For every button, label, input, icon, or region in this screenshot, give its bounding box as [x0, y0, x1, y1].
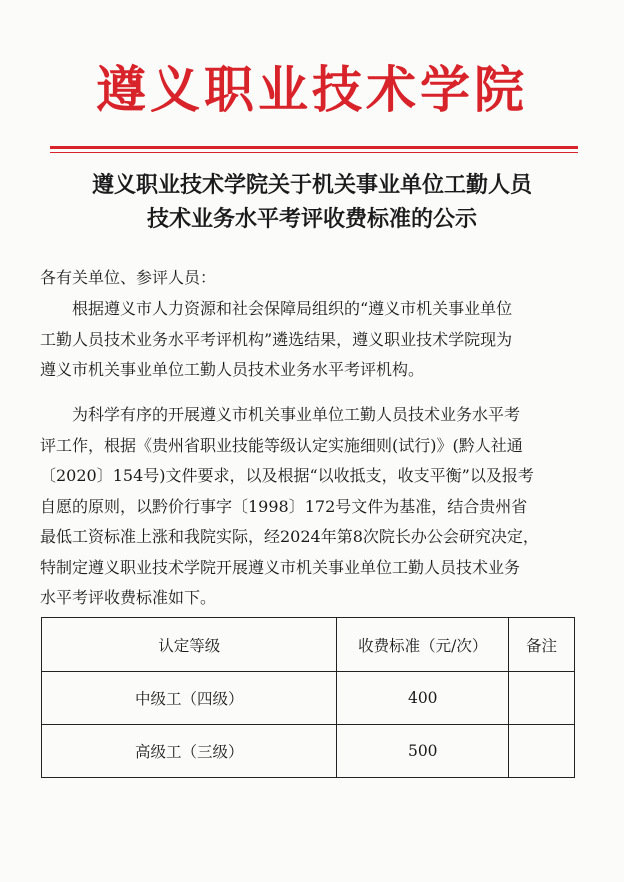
paragraph-2-line: 特制定遵义职业技术学院开展遵义市机关事业单位工勤人员技术业务 — [40, 557, 521, 577]
cell-note — [509, 725, 575, 778]
paragraph-2-line: 〔2020〕154号)文件要求，以及根据“以收抵支，收支平衡”以及报考 — [40, 466, 534, 485]
paragraph-1-line: 工勤人员技术业务水平考评机构”遴选结果，遵义职业技术学院现为 — [40, 329, 513, 349]
header-note: 备注 — [509, 618, 575, 672]
table-row — [42, 725, 575, 778]
cell-note — [509, 672, 575, 725]
paragraph-1-line: 遵义市机关事业单位工勤人员技术业务水平考评机构。 — [40, 360, 425, 379]
table-row — [42, 672, 575, 725]
cell-level: 高级工（三级） — [42, 725, 337, 778]
paragraph-2-line: 为科学有序的开展遵义市机关事业单位工勤人员技术业务水平考 — [40, 405, 521, 424]
paragraph-2-line: 最低工资标准上涨和我院实际，经2024年第8次院长办公会研究决定， — [40, 527, 539, 546]
document-title — [40, 168, 584, 236]
document-title-line-2: 技术业务水平考评收费标准的公示 — [146, 206, 477, 232]
salutation: 各有关单位、参评人员： — [40, 268, 217, 287]
paragraph-1-line: 根据遵义市人力资源和社会保障局组织的“遵义市机关事业单位 — [40, 299, 513, 318]
paragraph-1 — [40, 294, 588, 386]
paragraph-2-line: 水平考评收费标准如下。 — [40, 588, 217, 607]
cell-fee: 400 — [337, 672, 509, 725]
paragraph-2-line: 自愿的原则，以黔价行事字〔1998〕172号文件为基准，结合贵州省 — [40, 496, 528, 516]
document-title-line-1: 遵义职业技术学院关于机关事业单位工勤人员 — [91, 172, 532, 198]
masthead-divider-thin — [50, 152, 578, 153]
masthead-title: 遵义职业技术学院 — [96, 60, 528, 119]
fee-standard-table — [41, 617, 575, 778]
cell-fee: 500 — [337, 725, 509, 778]
table-header-row — [42, 618, 575, 672]
header-fee: 收费标准（元/次） — [337, 618, 509, 672]
paragraph-2-line: 评工作，根据《贵州省职业技能等级认定实施细则(试行)》(黔人社通 — [40, 435, 523, 455]
masthead-divider-thick — [50, 146, 578, 149]
header-level: 认定等级 — [42, 618, 337, 672]
paragraph-2 — [40, 400, 588, 614]
cell-level: 中级工（四级） — [42, 672, 337, 725]
